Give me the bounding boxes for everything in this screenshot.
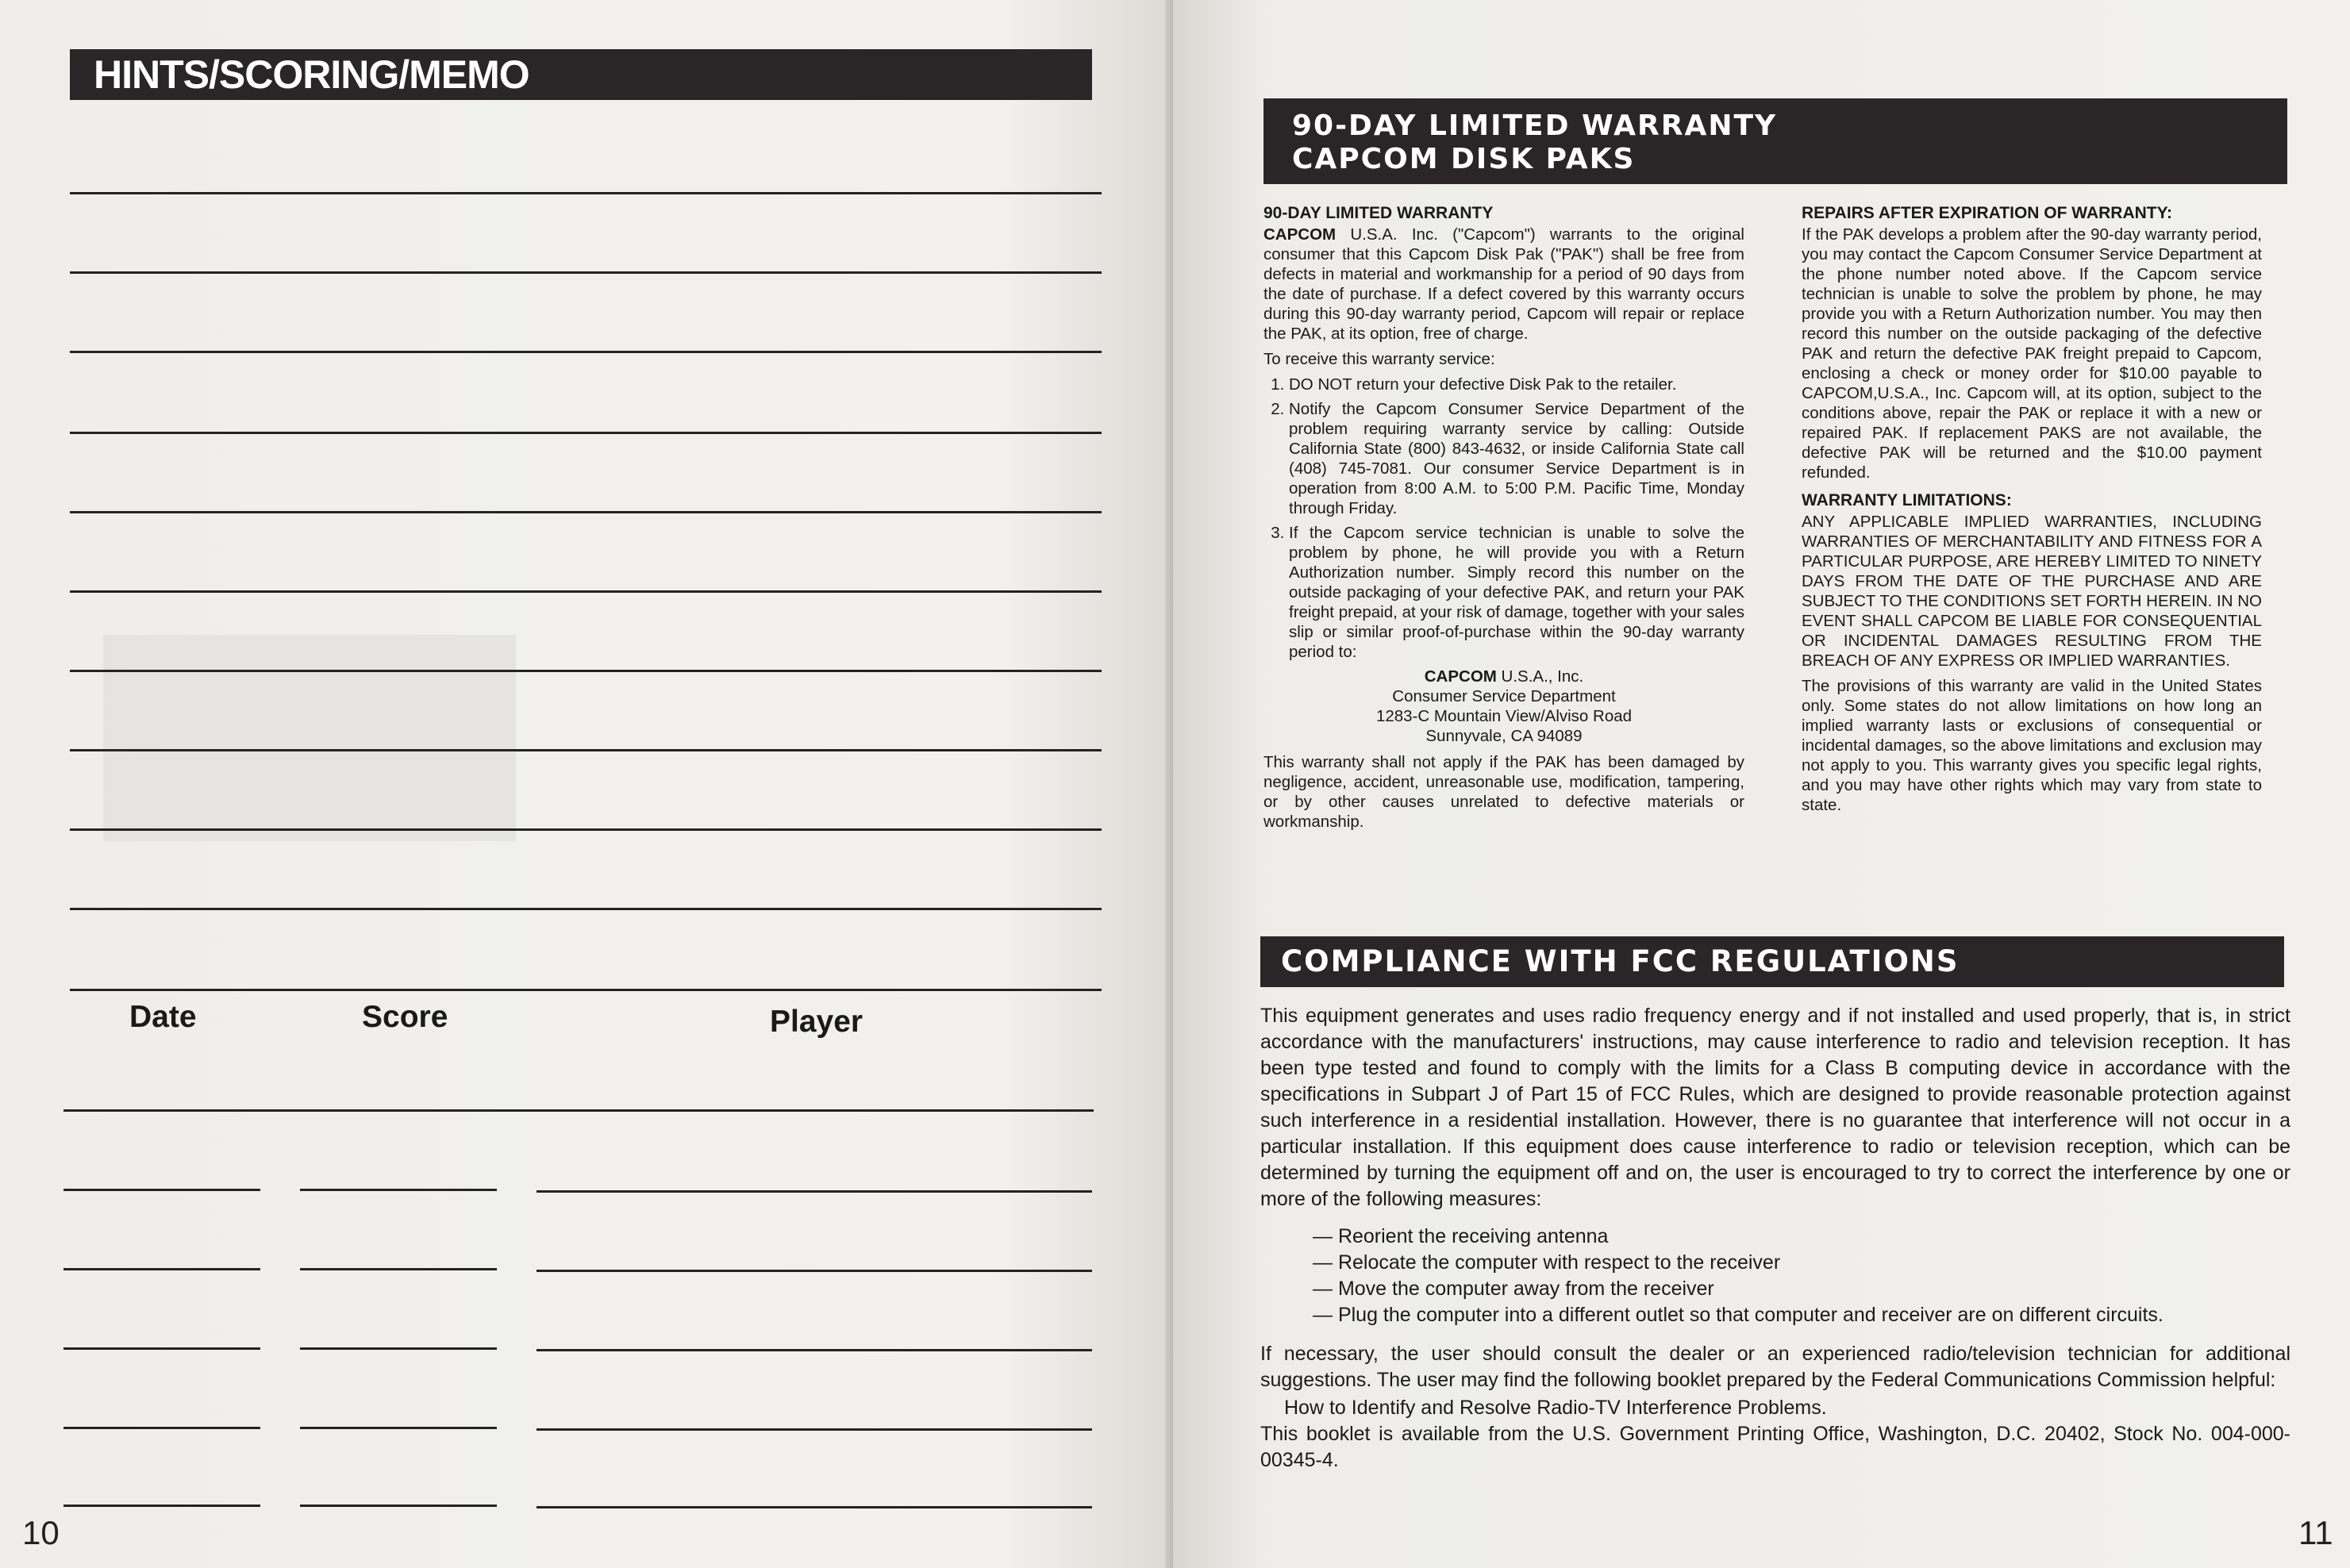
score-row-line xyxy=(537,1190,1092,1193)
score-row-line xyxy=(300,1268,497,1270)
receive-intro: To receive this warranty service: xyxy=(1263,350,1495,368)
fcc-section xyxy=(1260,1003,2290,1485)
fcc-banner: COMPLIANCE WITH FCC REGULATIONS xyxy=(1260,936,2284,987)
address-line: Sunnyvale, CA 94089 xyxy=(1425,727,1583,745)
warranty-intro-text: U.S.A. Inc. ("Capcom") warrants to the original consumer that this Capcom Disk Pak ("PAK") shall be free from defects in material and workmanship for a period of 90 days from the date of purchase. If a defect covered by this warranty occurs during this 90-day warranty period, Capcom will repair or replace the PAK, at its option, free of charge. xyxy=(1263,225,1744,343)
score-row-line xyxy=(537,1428,1092,1431)
score-row-line xyxy=(300,1427,497,1429)
score-row-line xyxy=(63,1189,260,1191)
warranty-banner-line: CAPCOM DISK PAKS xyxy=(1292,143,1636,175)
capcom-brand: CAPCOM xyxy=(1424,667,1497,686)
address-line: Consumer Service Department xyxy=(1392,687,1616,705)
show-through-text xyxy=(159,119,168,159)
memo-line xyxy=(70,351,1102,353)
warranty-banner-line: 90-DAY LIMITED WARRANTY xyxy=(1292,110,1778,142)
memo-line xyxy=(70,192,1102,194)
address-line xyxy=(1263,667,1744,686)
repairs-column xyxy=(1802,203,2262,821)
memo-line xyxy=(70,828,1102,831)
fcc-paragraph: This equipment generates and uses radio frequency energy and if not installed and used properly, that is, in strict accordance with the manufacturers' instructions, may cause interference to radio and television reception. It has been type tested and found to comply with the limits for a Class B computing device in accordance with the specifications in Subpart J of Part 15 of FCC Rules, which are designed to provide reasonable protection against such interference in a residential installation. However, there is no guarantee that interference will not occur in a particular installation. If this equipment does cause interference to radio or television reception, which can be determined by turning the equipment off and on, the user is encouraged to try to correct the interference by one or more of the following measures: xyxy=(1260,1005,2290,1210)
memo-line xyxy=(70,749,1102,751)
page-number: 11 xyxy=(2298,1514,2333,1551)
score-row-line xyxy=(63,1109,1094,1112)
memo-line xyxy=(70,511,1102,513)
score-row-line xyxy=(300,1347,497,1350)
date-header: Date xyxy=(129,1000,197,1034)
left-page xyxy=(0,0,1173,1568)
fcc-paragraph: This booklet is available from the U.S. Government Printing Office, Washington, D.C. 20402, Stock No. 004-000-00345-4. xyxy=(1260,1423,2290,1471)
memo-line xyxy=(70,670,1102,672)
score-row-line xyxy=(63,1505,260,1507)
fcc-paragraph: If necessary, the user should consult the dealer or an experienced radio/television technician for additional suggestions. The user may find the following booklet prepared by the Federal Communications Commission helpful: xyxy=(1260,1343,2290,1391)
warranty-intro xyxy=(1263,225,1744,344)
warranty-heading: 90-DAY LIMITED WARRANTY xyxy=(1263,204,1494,222)
warranty-step: 2. Notify the Capcom Consumer Service Department of the problem requiring warranty service by calling: Outside California State (800) 843-4632, or inside California State call (408) 745-7081. Our consumer Service Department is in operation from 8:00 A.M. to 5:00 P.M. Pacific Time, Monday through Friday. xyxy=(1289,399,1744,518)
score-row-line xyxy=(63,1347,260,1350)
score-row-line xyxy=(300,1189,497,1191)
fcc-measure: — Move the computer away from the receiver xyxy=(1313,1278,1714,1300)
warranty-banner xyxy=(1263,98,2287,184)
memo-line xyxy=(70,271,1102,274)
return-address xyxy=(1263,667,1744,746)
fcc-measure: — Relocate the computer with respect to the receiver xyxy=(1313,1251,1781,1274)
score-row-line xyxy=(300,1505,497,1507)
memo-line xyxy=(70,432,1102,434)
fcc-measures xyxy=(1260,1224,2290,1328)
warranty-column xyxy=(1263,203,1744,837)
address-line: 1283-C Mountain View/Alviso Road xyxy=(1375,707,1633,725)
limitations-text: The provisions of this warranty are valid in the United States only. Some states do not allow limitations on how long an implied warranty lasts or exclusions of consequential or incidental damages, so the above limitations and exclusion may not apply to you. This warranty gives you specific legal rights, and you may have other rights which may vary from state to state. xyxy=(1802,677,2262,814)
capcom-brand: CAPCOM xyxy=(1263,225,1337,244)
hints-banner: HINTS/SCORING/MEMO xyxy=(70,49,1092,100)
memo-line xyxy=(70,590,1102,593)
warranty-step: 3. If the Capcom service technician is unable to solve the problem by phone, he will provide you with a Return Authorization number. Simply record this number on the outside packaging of your defective PAK, and return your PAK freight prepaid, at your risk of damage, together with your sales slip or similar proof-of-purchase within the 90-day warranty period to: xyxy=(1289,523,1744,662)
warranty-steps xyxy=(1263,375,1744,662)
score-header: Score xyxy=(362,1000,448,1034)
score-row-line xyxy=(537,1349,1092,1351)
warranty-step: 1. DO NOT return your defective Disk Pak to the retailer. xyxy=(1289,375,1744,394)
limitations-heading: WARRANTY LIMITATIONS: xyxy=(1802,491,2012,509)
page-number: 10 xyxy=(22,1514,60,1551)
player-header: Player xyxy=(770,1005,863,1039)
address-company: U.S.A., Inc. xyxy=(1496,667,1584,686)
score-row-line xyxy=(537,1506,1092,1508)
show-through-image xyxy=(103,635,516,841)
fcc-booklet-title: How to Identify and Resolve Radio-TV Interference Problems. xyxy=(1284,1397,1827,1419)
limitations-caps-text: ANY APPLICABLE IMPLIED WARRANTIES, INCLUDING WARRANTIES OF MERCHANTABILITY AND FITNESS FOR A PARTICULAR PURPOSE, ARE HEREBY LIMITED TO NINETY DAYS FROM THE DATE OF THE PURCHASE AND ARE SUBJECT TO THE CONDITIONS SET FORTH HEREIN. IN NO EVENT SHALL CAPCOM BE LIABLE FOR CONSEQUENTIAL OR INCIDENTAL DAMAGES RESULTING FROM THE BREACH OF ANY EXPRESS OR IMPLIED WARRANTIES. xyxy=(1802,513,2262,670)
score-row-line xyxy=(537,1270,1092,1272)
repairs-text: If the PAK develops a problem after the 90-day warranty period, you may contact the Capcom Consumer Service Department at the phone number noted above. If the Capcom service technician is unable to solve the problem by phone, he may provide you with a Return Authorization number. You may then record this number on the outside packaging of the defective PAK and return the defective PAK freight prepaid to Capcom, enclosing a check or money order for $10.00 payable to CAPCOM,U.S.A., Inc. Capcom will, at its option, subject to the conditions above, repair the PAK or replace it with a new or repaired PAK. If replacement PAKS are not available, the defective PAK will be returned and the $10.00 payment refunded. xyxy=(1802,225,2262,482)
fcc-measure: — Plug the computer into a different outlet so that computer and receiver are on different circuits. xyxy=(1313,1304,2163,1326)
score-row-line xyxy=(63,1268,260,1270)
right-page xyxy=(1173,0,2350,1568)
warranty-exclusion: This warranty shall not apply if the PAK has been damaged by negligence, accident, unreasonable use, modification, tampering, or by other causes unrelated to defective materials or workmanship. xyxy=(1263,753,1744,831)
score-row-line xyxy=(63,1427,260,1429)
fcc-measure: — Reorient the receiving antenna xyxy=(1313,1225,1609,1247)
repairs-heading: REPAIRS AFTER EXPIRATION OF WARRANTY: xyxy=(1802,204,2173,222)
memo-line xyxy=(70,908,1102,910)
memo-line xyxy=(70,989,1102,991)
